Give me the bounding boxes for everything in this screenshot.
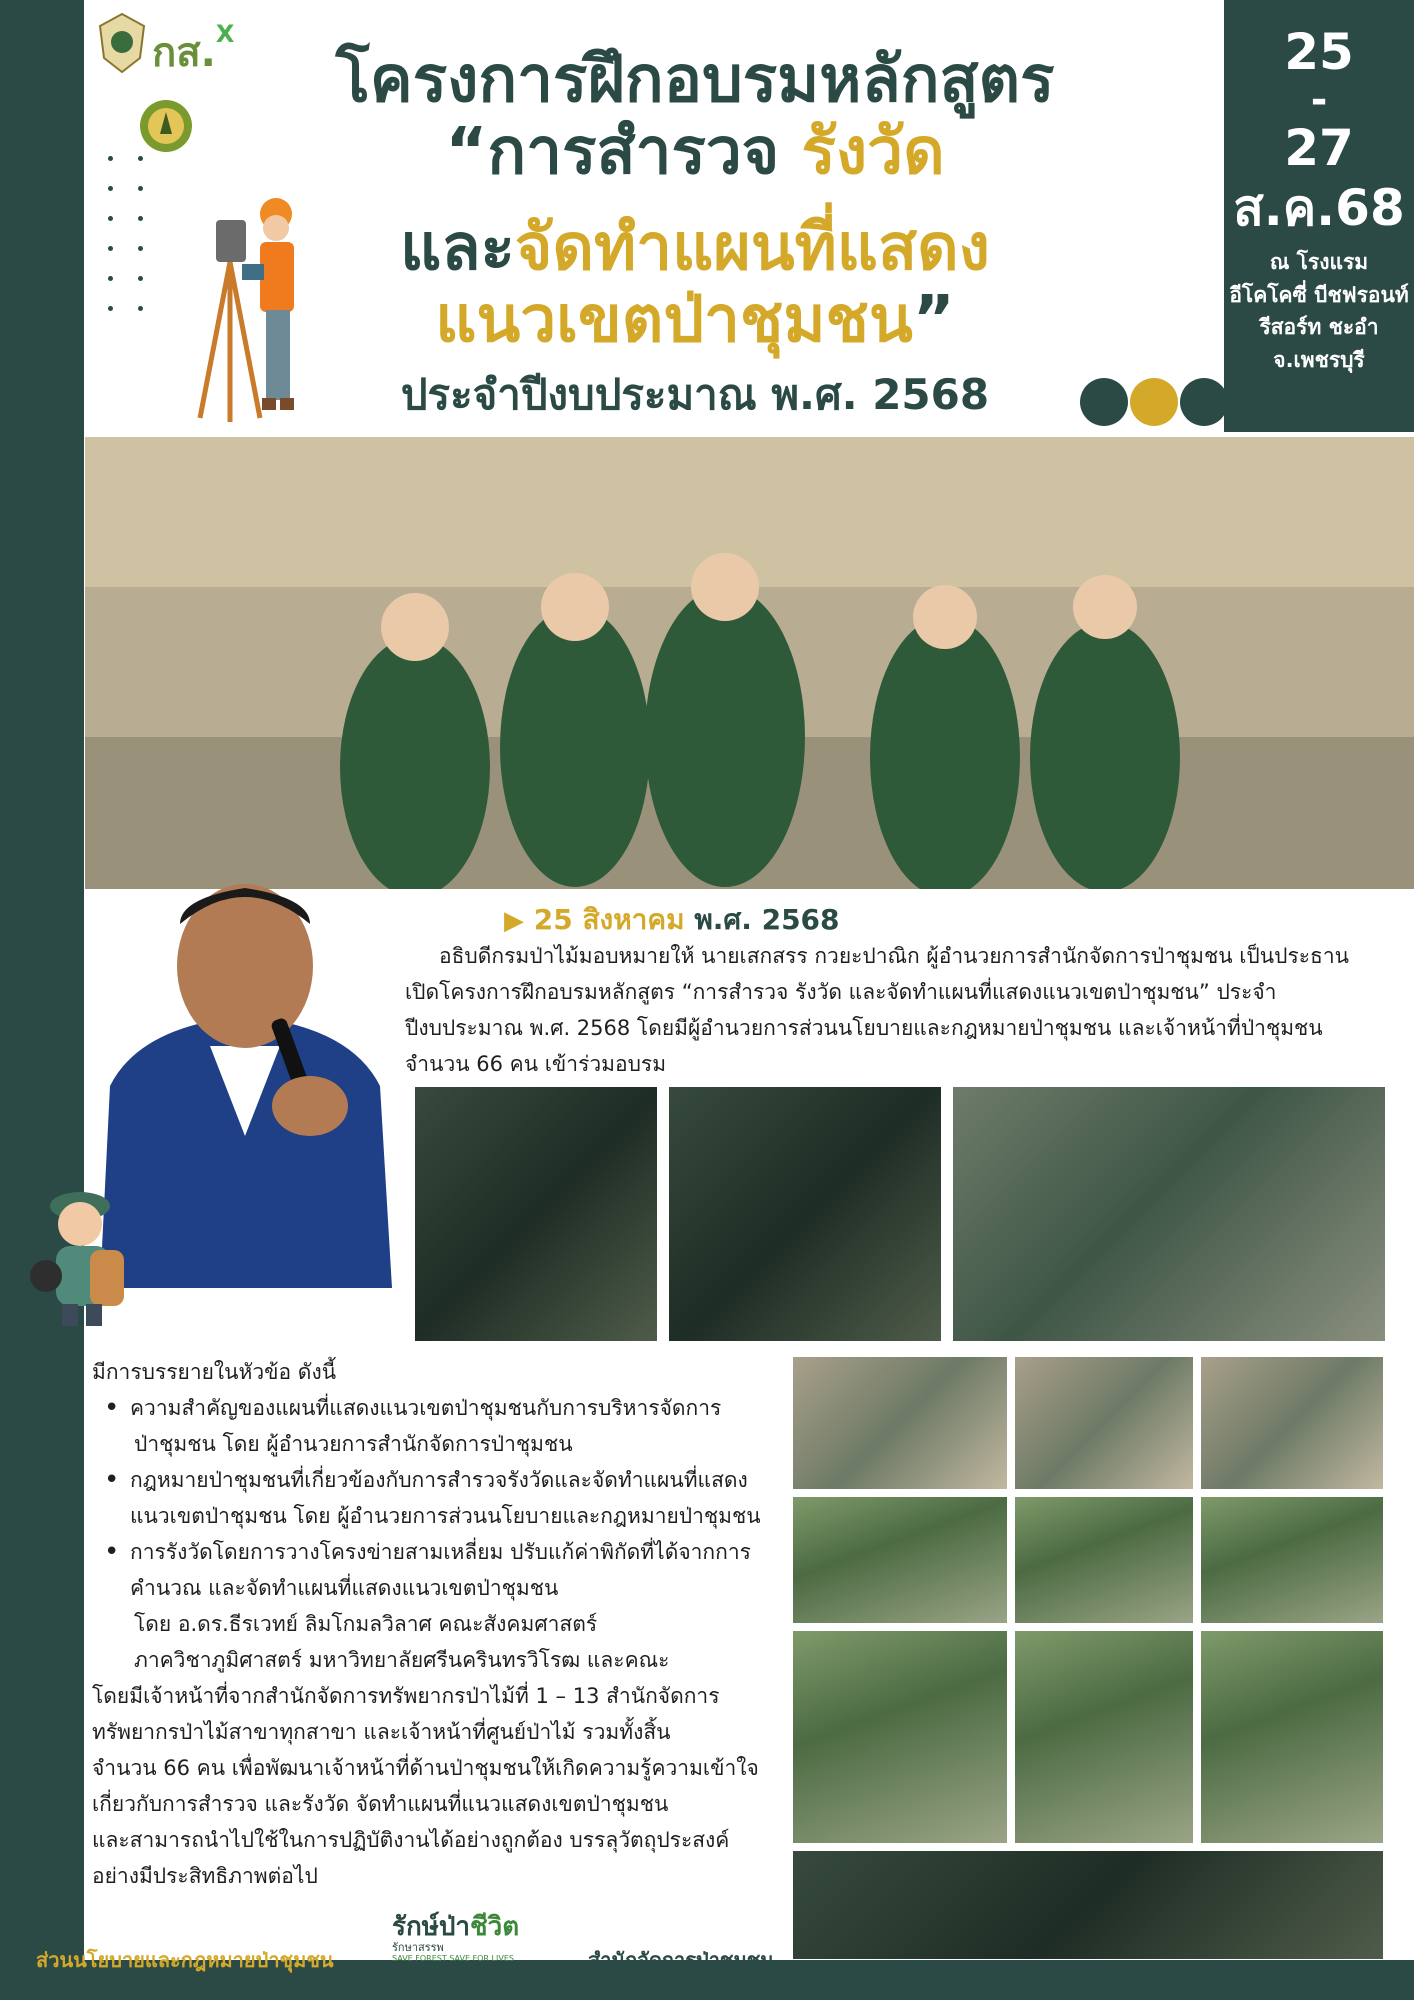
event-date-heading	[504, 898, 840, 942]
seal-icon	[138, 98, 194, 154]
venue-text	[1224, 246, 1414, 376]
lecture-topic-3-line-1: • การรังวัดโดยการวางโครงข่ายสามเหลี่ยม ปรับแก้ค่าพิกัดที่ได้จากการ	[130, 1540, 751, 1564]
play-triangle-icon: ▶	[504, 906, 524, 936]
department-emblem-icon	[96, 12, 148, 74]
lecture-topic-3-line-2: คำนวณ และจัดทำแผนที่แสดงแนวเขตป่าชุมชน	[130, 1576, 559, 1600]
date-box	[1224, 0, 1414, 432]
title-line-3-part-b: จัดทำแผนที่แสดง	[514, 211, 990, 285]
title-line-3	[230, 212, 1160, 284]
field-photo-6	[1200, 1630, 1384, 1844]
date-day-end: 27	[1284, 119, 1354, 177]
classroom-photo	[792, 1850, 1384, 1960]
decor-circle-dark-2	[1180, 378, 1228, 426]
meeting-room-photo	[952, 1086, 1386, 1342]
agency-logo-main: กส.	[152, 30, 216, 76]
event-paragraph: อธิบดีกรมป่าไม้มอบหมายให้ นายเสกสรร กวยะปาณิก ผู้อำนวยการสำนักจัดการป่าชุมชน เป็นประธานเปิดโครงการฝึกอบรมหลักสูตร “การสำรวจ รังวัด และจัดทำแผนที่แสดงแนวเขตป่าชุมชน” ประจำปีงบประมาณ พ.ศ. 2568 โดยมีผู้อำนวยการส่วนนโยบายและกฎหมายป่าชุมชน และเจ้าหน้าที่ป่าชุมชน จำนวน 66 คน เข้าร่วมอบรม	[405, 944, 1349, 1076]
field-photo-5	[1014, 1630, 1194, 1844]
title-line-2-part-b: รังวัด	[801, 115, 945, 189]
lecture-topic-3	[92, 1534, 792, 1606]
footer-logo-sub-2: SAVE FOREST SAVE FOR LIVES	[392, 1954, 514, 1963]
left-sidebar-band	[0, 0, 84, 2000]
date-month-year: ส.ค.68	[1233, 179, 1405, 237]
dot-grid-decoration	[108, 156, 148, 312]
closing-line-6: อย่างมีประสิทธิภาพต่อไป	[92, 1864, 318, 1888]
group-photo	[84, 436, 1414, 888]
lecture-topic-2	[92, 1462, 792, 1534]
venue-line-1: ณ โรงแรม	[1269, 250, 1369, 274]
date-day-start: 25	[1284, 23, 1354, 81]
footer-logo-sub-1: รักษาสรรพ	[392, 1941, 444, 1954]
field-photo-2	[1014, 1496, 1194, 1624]
training-photo-3	[1200, 1356, 1384, 1490]
lecture-topic-1-line-1: • ความสำคัญของแผนที่แสดงแนวเขตป่าชุมชนกับการบริหารจัดการ	[130, 1396, 722, 1420]
footer-campaign-logo	[392, 1912, 542, 1972]
lecture-topic-2-line-1: • กฎหมายป่าชุมชนที่เกี่ยวข้องกับการสำรวจรังวัดและจัดทำแผนที่แสดง	[130, 1468, 748, 1492]
footer-logo-main: รักษ์ป่า	[392, 1912, 470, 1942]
title-line-4-part-b: ”	[912, 283, 955, 357]
footer-right-text: สำนักจัดการป่าชุมชน	[588, 1948, 774, 1972]
field-photo-1	[792, 1496, 1008, 1624]
agency-logo-text	[152, 20, 234, 84]
training-photo-1	[792, 1356, 1008, 1490]
event-date-heading-year: พ.ศ. 2568	[684, 903, 840, 936]
lecturer-line-2: ภาควิชาภูมิศาสตร์ มหาวิทยาลัยศรีนครินทรวิโรฒ และคณะ	[134, 1648, 670, 1672]
title-line-1: โครงการฝึกอบรมหลักสูตร	[335, 43, 1055, 117]
explorer-illustration	[18, 1180, 132, 1330]
venue-line-4: จ.เพชรบุรี	[1273, 347, 1365, 372]
lecture-section	[92, 1354, 792, 1894]
footer-left-text: ส่วนนโยบายและกฎหมายป่าชุมชน	[36, 1948, 334, 1972]
title-line-2	[230, 116, 1160, 188]
venue-line-2: อีโคโคซี่ บีชฟรอนท์	[1229, 282, 1409, 307]
lecture-intro: มีการบรรยายในหัวข้อ ดังนี้	[92, 1360, 337, 1384]
title-line-3-part-a: และ	[400, 211, 515, 285]
closing-line-3: จำนวน 66 คน เพื่อพัฒนาเจ้าหน้าที่ด้านป่าชุมชนให้เกิดความรู้ความเข้าใจ	[92, 1756, 759, 1780]
closing-line-2: ทรัพยากรป่าไม้สาขาทุกสาขา และเจ้าหน้าที่ศูนย์ป่าไม้ รวมทั้งสิ้น	[92, 1720, 671, 1744]
closing-line-4: เกี่ยวกับการสำรวจ และรังวัด จัดทำแผนที่แนวแสดงเขตป่าชุมชน	[92, 1792, 669, 1816]
field-photo-4	[792, 1630, 1008, 1844]
decor-circle-dark	[1080, 378, 1128, 426]
title-subtitle: ประจำปีงบประมาณ พ.ศ. 2568	[400, 370, 990, 419]
agency-logo-sup: X	[215, 20, 235, 48]
decor-circle-gold	[1130, 378, 1178, 426]
lecture-topic-1	[92, 1390, 792, 1462]
speaker-photo-1	[414, 1086, 658, 1342]
field-photo-3	[1200, 1496, 1384, 1624]
training-photo-2	[1014, 1356, 1194, 1490]
venue-line-3: รีสอร์ท ชะอำ	[1259, 315, 1379, 340]
lecture-topic-1-line-2: ป่าชุมชน โดย ผู้อำนวยการสำนักจัดการป่าชุมชน	[134, 1432, 573, 1456]
event-date-heading-day: 25 สิงหาคม	[533, 903, 685, 936]
title-line-4	[230, 284, 1160, 356]
lecture-topic-list	[92, 1390, 792, 1606]
footer-logo-right: ชีวิต	[469, 1912, 520, 1942]
lecturer-line-1: โดย อ.ดร.ธีรเวทย์ ลิมโกมลวิลาศ คณะสังคมศาสตร์	[134, 1612, 598, 1636]
speaker-photo-2	[668, 1086, 942, 1342]
title-line-2-part-a: “การสำรวจ	[445, 115, 802, 189]
closing-line-1: โดยมีเจ้าหน้าที่จากสำนักจัดการทรัพยากรป่าไม้ที่ 1 – 13 สำนักจัดการ	[92, 1684, 720, 1708]
closing-line-5: และสามารถนำไปใช้ในการปฏิบัติงานได้อย่างถูกต้อง บรรลุวัตถุประสงค์	[92, 1828, 730, 1852]
title-line-4-part-a: แนวเขตป่าชุมชน	[435, 283, 913, 357]
date-dash: -	[1310, 77, 1328, 123]
lecture-topic-2-line-2: แนวเขตป่าชุมชน โดย ผู้อำนวยการส่วนนโยบายและกฎหมายป่าชุมชน	[130, 1504, 761, 1528]
